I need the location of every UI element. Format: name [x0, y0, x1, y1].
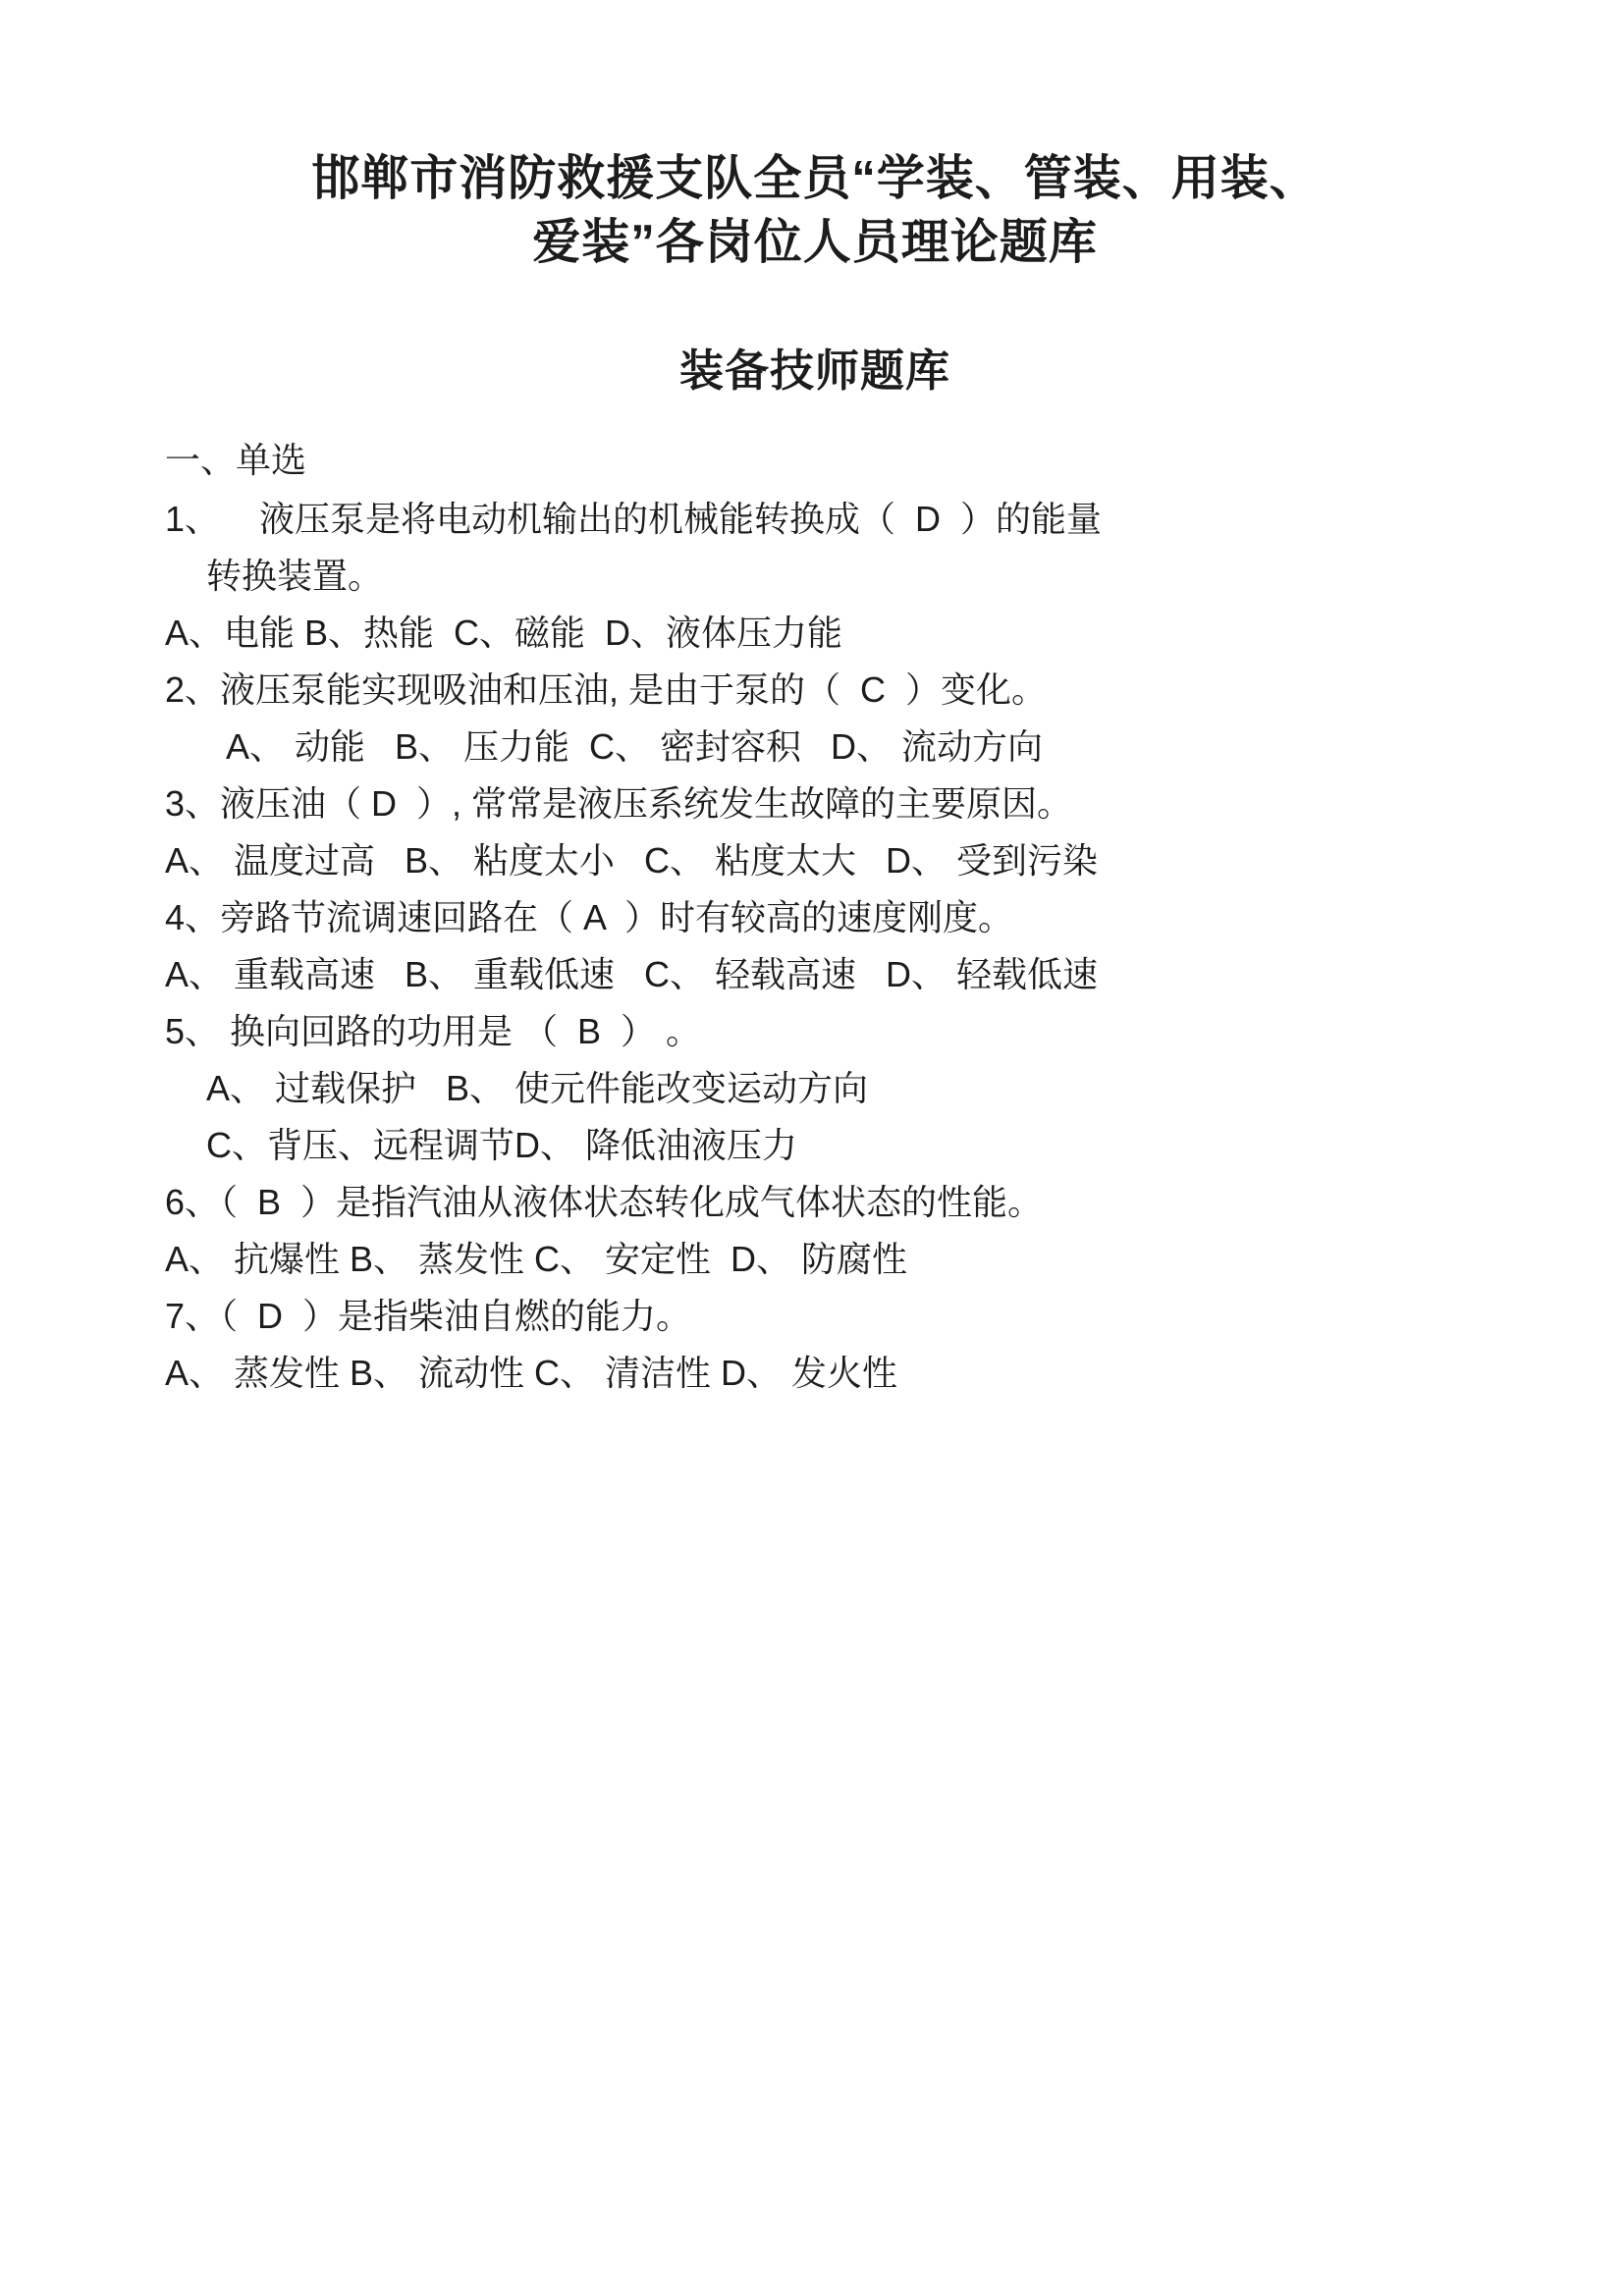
question-5-options-ab: A、 过载保护 B、 使元件能改变运动方向 [206, 1068, 869, 1109]
question-6-options: A、 抗爆性 B、 蒸发性 C、 安定性 D、 防腐性 [165, 1239, 908, 1280]
question-list [165, 491, 1465, 1402]
document-title [236, 147, 1394, 274]
question-4-options: A、 重载高速 B、 重载低速 C、 轻载高速 D、 轻载低速 [165, 954, 1099, 995]
document-subtitle: 装备技师题库 [678, 346, 950, 397]
section-heading: 一、单选 [165, 440, 307, 481]
question-6-text: 6、（ B ）是指汽油从液体状态转化成气体状态的性能。 [165, 1182, 1044, 1223]
question-5-text: 5、 换向回路的功用是 （ B ） 。 [165, 1011, 702, 1052]
question-4-text: 4、旁路节流调速回路在（ A ）时有较高的速度刚度。 [165, 897, 1014, 938]
question-2-options: A、 动能 B、 压力能 C、 密封容积 D、 流动方向 [226, 726, 1044, 768]
question-2-text: 2、液压泵能实现吸油和压油, 是由于泵的（ C ）变化。 [165, 669, 1048, 711]
question-7-text: 7、（ D ）是指柴油自燃的能力。 [165, 1296, 692, 1337]
question-1-text-continued: 转换装置。 [206, 556, 384, 597]
question-1-text: 1、 液压泵是将电动机输出的机械能转换成（ D ）的能量 [165, 499, 1103, 540]
question-7-options: A、 蒸发性 B、 流动性 C、 清洁性 D、 发火性 [165, 1353, 898, 1394]
question-5-options-cd: C、背压、远程调节D、 降低油液压力 [206, 1125, 797, 1166]
document-title-line-2: 爱装”各岗位人员理论题库 [532, 215, 1098, 269]
question-3-text: 3、液压油（ D ）, 常常是液压系统发生故障的主要原因。 [165, 783, 1073, 825]
question-1-options: A、电能 B、热能 C、磁能 D、液体压力能 [165, 613, 843, 654]
question-3-options: A、 温度过高 B、 粘度太小 C、 粘度太大 D、 受到污染 [165, 840, 1099, 881]
document-title-line-1: 邯郸市消防救援支队全员“学装、管装、用装、 [311, 152, 1319, 205]
